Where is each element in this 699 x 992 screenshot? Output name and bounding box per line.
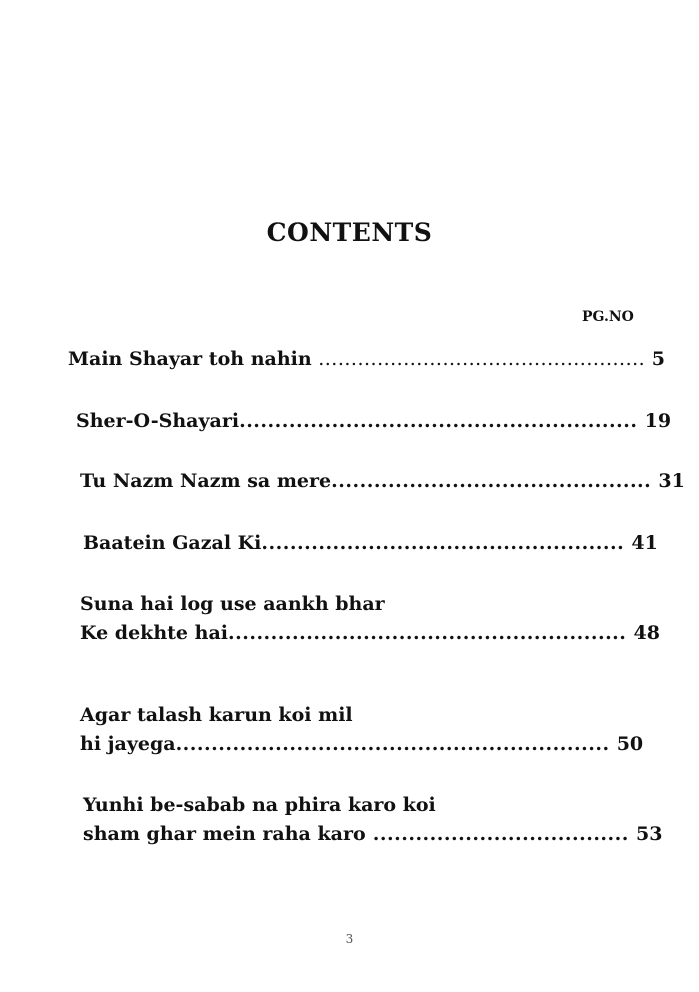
toc-entry-title: Main Shayar toh nahin xyxy=(68,348,312,370)
toc-entry-title-line-2: Ke dekhte hai xyxy=(80,622,228,644)
toc-entry-line xyxy=(80,730,643,759)
toc-entry-page: 41 xyxy=(631,532,658,554)
toc-entry-line xyxy=(68,345,665,374)
toc-entry-page: 31 xyxy=(658,470,685,492)
toc-entry-line xyxy=(83,820,662,849)
toc-entry[interactable] xyxy=(80,467,685,496)
toc-leader-dots: ........................................................ xyxy=(227,622,634,644)
toc-entry-page: 50 xyxy=(616,733,644,755)
toc-entry[interactable] xyxy=(68,345,665,374)
toc-entry-title-line-2: hi jayega xyxy=(80,733,176,755)
toc-entry-line xyxy=(80,619,660,648)
toc-entry-title: Tu Nazm Nazm sa mere xyxy=(80,470,332,492)
toc-entry-page: 19 xyxy=(644,410,672,432)
toc-leader-dots: ................................................... xyxy=(261,532,632,554)
toc-entry[interactable] xyxy=(80,701,643,759)
toc-entry-title-line-2: sham ghar mein raha karo xyxy=(83,823,366,845)
toc-leader-dots: ............................................................. xyxy=(175,733,617,755)
toc-entry-page: 53 xyxy=(636,823,663,845)
toc-entry-title-line-1: Agar talash karun koi mil xyxy=(80,704,353,726)
toc-entry-line xyxy=(76,407,671,436)
toc-entry[interactable] xyxy=(76,407,671,436)
toc-entry-title-line-1: Suna hai log use aankh bhar xyxy=(80,593,385,615)
toc-entry-line xyxy=(83,529,658,558)
page-number-column-label: PG.NO xyxy=(582,309,634,325)
toc-entry-title: Baatein Gazal Ki xyxy=(83,532,262,554)
toc-leader-dots: .................................... xyxy=(365,823,637,845)
toc-leader-dots: ............................................. xyxy=(331,470,659,492)
toc-leader-dots: ........................................................ xyxy=(239,410,645,432)
toc-entry-page: 48 xyxy=(633,622,660,644)
toc-entry[interactable] xyxy=(83,791,662,849)
toc-entry-title: Sher-O-Shayari xyxy=(76,410,240,432)
toc-entry[interactable] xyxy=(83,529,658,558)
toc-entry-line xyxy=(80,467,685,496)
page-title: CONTENTS xyxy=(266,218,433,247)
toc-leader-dots: .................................................. xyxy=(311,348,652,370)
page-number-footer: 3 xyxy=(345,932,354,946)
toc-entry[interactable] xyxy=(80,590,660,648)
toc-entry-page: 5 xyxy=(651,348,665,370)
toc-entry-title-line-1: Yunhi be-sabab na phira karo koi xyxy=(83,794,436,816)
